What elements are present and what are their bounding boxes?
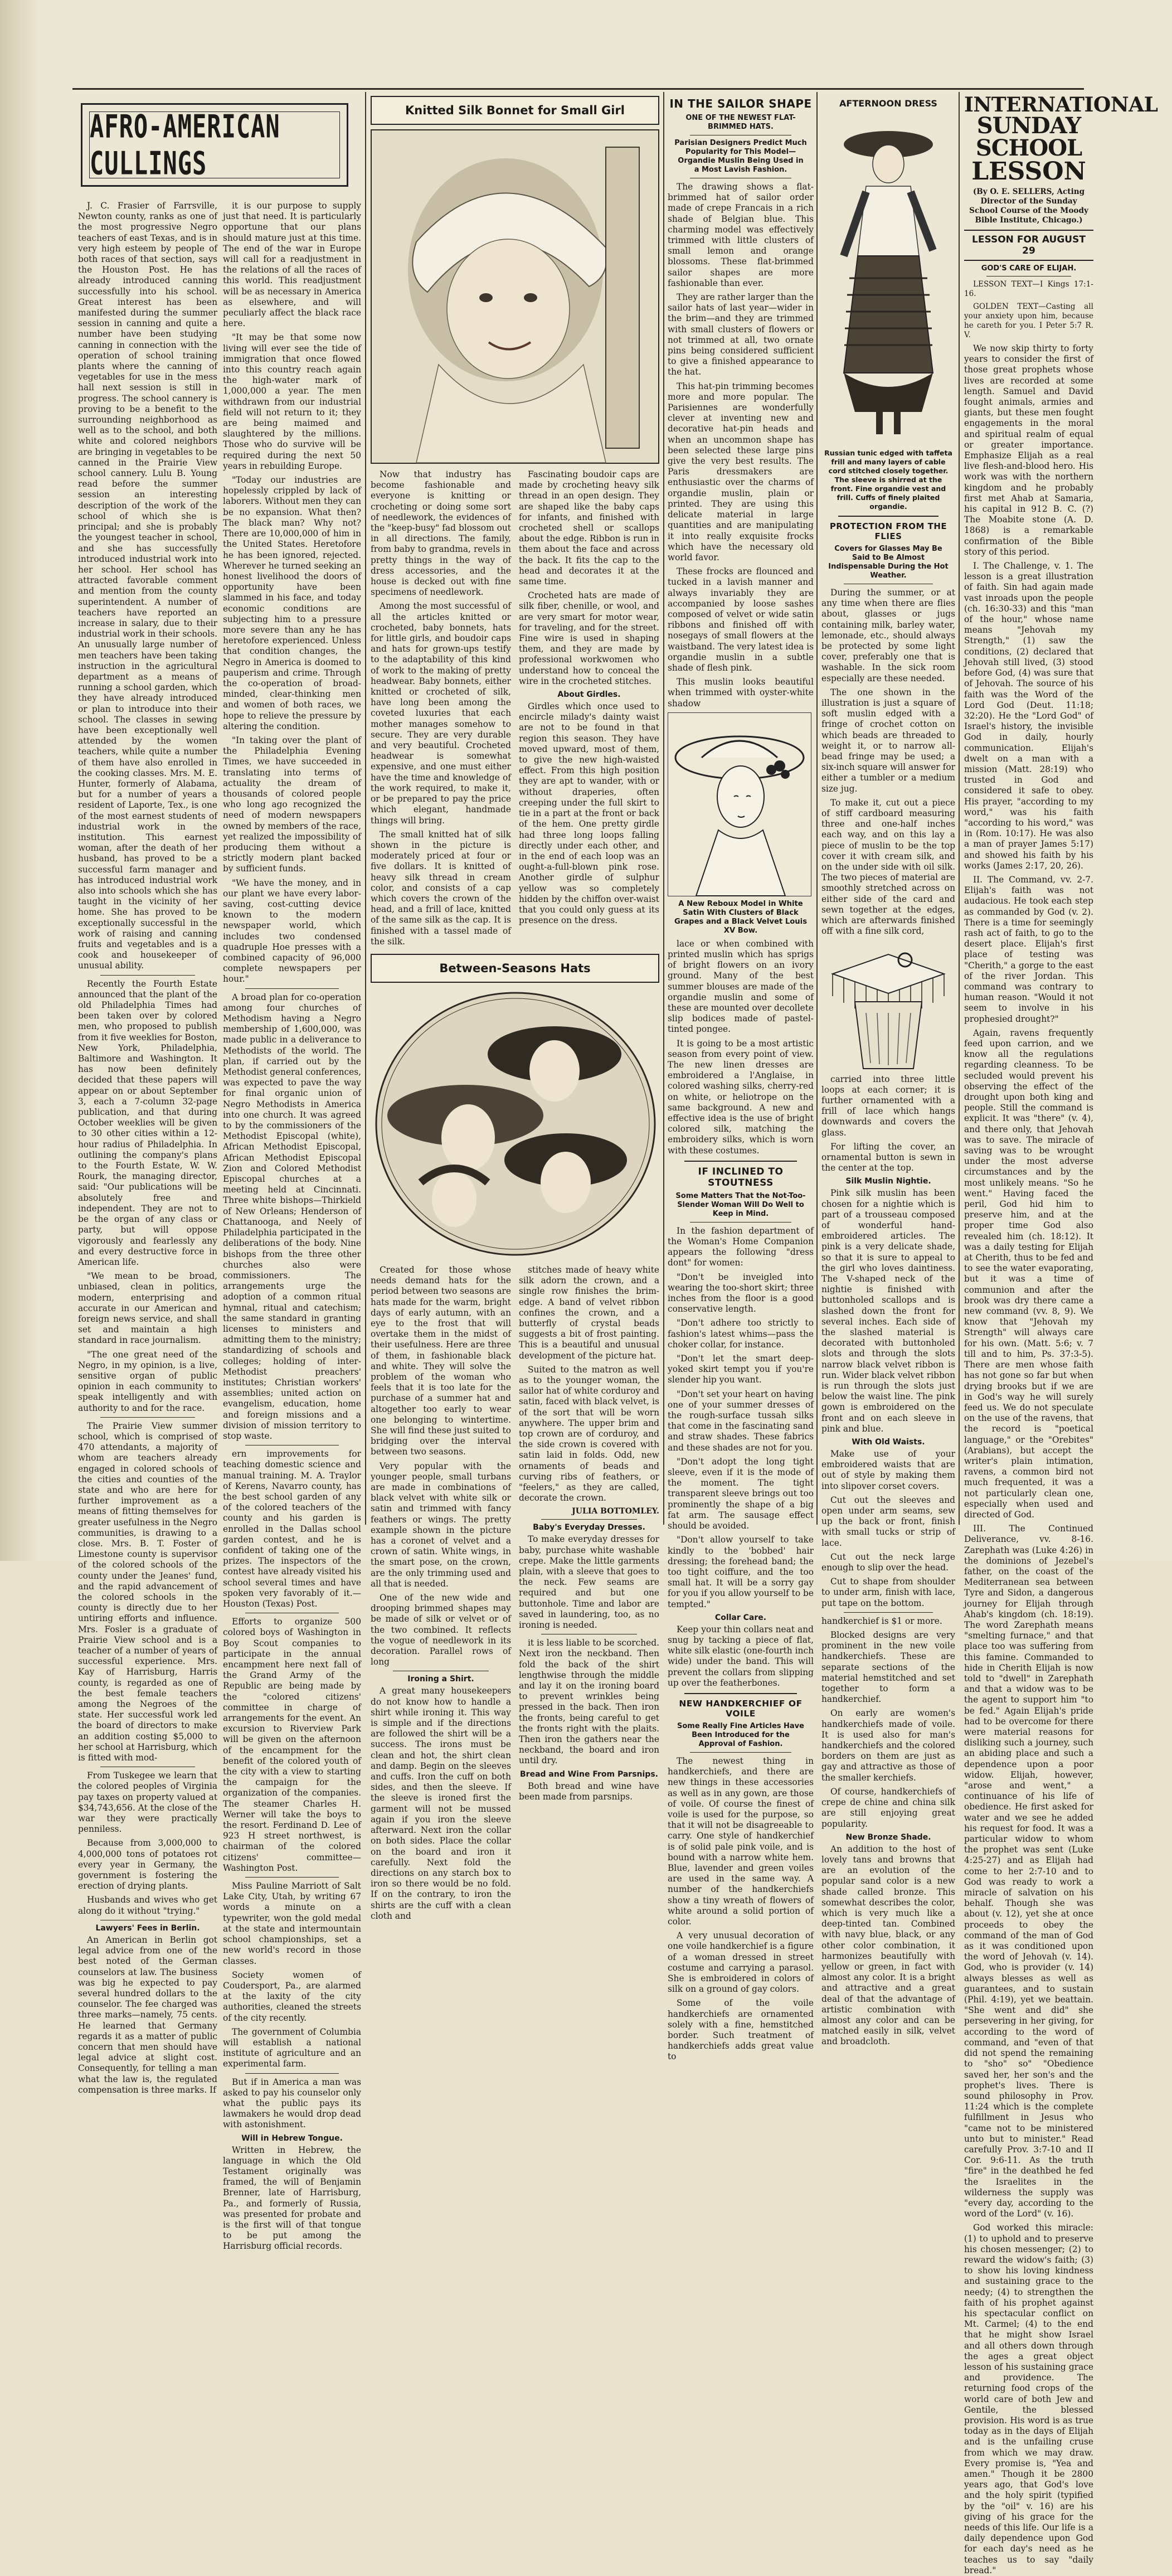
- divider: [844, 1612, 933, 1613]
- subhead-collar-care: Collar Care.: [714, 1613, 767, 1622]
- article-paragraph: it is less liable to be scorched. Next iron the neckband. Then fold the back of the shirt lengthwise through the middle and lay it on the ironing board to prevent wrinkles being pressed in the back. Then iron the fronts, being careful to get the fronts right with the plaits. Then iron the gathers near the neckband, the board and iron until dry.: [519, 1638, 659, 1766]
- article-paragraph: During the summer, or at any time when there are flies about, glasses or jugs containing milk, barley water, lemonade, etc., should always be protected by some light cover, preferably one that is washable. In the sick room especially are these needed.: [821, 588, 955, 683]
- divider: [684, 1693, 797, 1694]
- article-paragraph: The drawing shows a flat-brimmed hat of sailor order made of crepe Francais in a rich shade of Belgian blue. This charming model was effectively trimmed with little clusters of small lemon and orange blossoms. These flat-brimmed sailor shapes are more fashionable than ever.: [668, 182, 814, 288]
- column-4-fashion: [668, 95, 814, 2062]
- divider: [245, 1877, 339, 1878]
- article-paragraph: Both bread and wine have been made from parsnips.: [519, 1781, 659, 1802]
- sunday-school-masthead: [964, 93, 1158, 186]
- column-rule: [959, 92, 960, 1525]
- lesson-subject: GOD'S CARE OF ELIJAH.: [981, 264, 1077, 273]
- article-paragraph: God worked this miracle: (1) to uphold and to preserve his chosen messenger; (2) to reward the widow's faith; (3) to show his loving kindness and sustaining grace to the needy; (4) to strengthen the faith of his prophet against his spectacular conflict on Mt. Carmel; (4) to the end that he might show Israel and all others down through the ages a great object lesson of his sustaining grace and providence. The returning food crops of the world care of both Jew and Gentile, the blessed provision. His word is as true today as in the days of Elijah and is the unfailing cruse from which we may draw. Every promise is, "Yea and amen." Though it be 2800 years ago, that God's love and the holy spirit (typified by the "oil" v. 16) are his giving of his grace for the needs of this life. Our life is a daily dependence upon God for each day's need as he teaches us to say "daily bread.": [964, 2223, 1093, 2575]
- article-paragraph: Efforts to organize 500 colored boys of Washington in Boy Scout companies to participate in the annual encampment here next fall of the Grand Army of the Republic are being made by the "colored citizens' committee in charge of arrangements for the event. An excursion to Riverview Park will be given on the afternoon of the encampment for the benefit of the colored youth of the city with a view to starting the campaign for the organization of the companies. The steamer Charles H. Werner will take the boys to the resort. Ferdinand D. Lee of 923 H street northwest, is chairman of the colored citizens' committee—Washington Post.: [223, 1617, 361, 1873]
- article-paragraph: An addition to the host of lovely tans and browns that are an evolution of the popular sand color is a new shade called bronze. This somewhat describes the color, which is very much like a deep-tinted tan. Combined with navy blue, black, or any other color combination, it harmonizes beautifully with yellow or green, in fact with almost any color. It is a bright and attractive and a great deal of that the advantage of artistic combination with almost any color and can be matched easily in silk, velvet and broadcloth.: [821, 1844, 955, 2047]
- column-3-fashion: [371, 96, 659, 1921]
- top-rule: [72, 88, 1084, 90]
- section-title: AFRO-AMERICAN CULLINGS: [90, 108, 280, 182]
- stoutness-headline: IF INCLINED TO STOUTNESS: [698, 1166, 784, 1188]
- subhead-old-waists: With Old Waists.: [852, 1438, 925, 1447]
- lesson-date-header: LESSON FOR AUGUST 29: [964, 230, 1093, 261]
- article-paragraph: A great many housekeepers do not know how to handle a shirt while ironing it. This way is simple and if the directions are followed the shirt will be a success. The irons must be clean and hot, the shirt clean and damp. Begin on the sleeves and cuffs. Iron the cuff on both sides, and then the sleeve. If the sleeve is ironed first the garment will not be mussed again if you iron the sleeve afterward. Next iron the collar on both sides. Place the collar on the board and iron it carefully. Next fold the directions on any starch box to iron so there would be no fold. If on the contrary, to iron the shirts are the cuff with a clean cloth and: [371, 1686, 511, 1921]
- article-paragraph: I. The Challenge, v. 1. The lesson is a great illustration of faith. Sin had again made vast inroads upon the people (ch. 16:30-33) and this "man of the hour," whose name means "Jehovah my Strength," (1) saw the conditions, (2) declared that Jehovah still lived, (3) stood before God, (4) was sure that of Jehovah. The source of his faith was the Word of the Lord God (Deut. 11:18; 32:20). He the "Lord God" of Israel's history, the invisible God in daily, hourly communication. Elijah's dwelt on a man with a mission (Matt. 28:19) who trusted in God and considered it safe to obey. His prayer, "according to my word," was his faith "according to his word," was in (Rom. 10:17). He was also a man of prayer James 5:17) and showed his faith by his works (James 2:17, 20, 26).: [964, 561, 1093, 871]
- hats-medallion-illustration: [371, 987, 659, 1260]
- article-paragraph: Cut to shape from shoulder to under arm, finish with lace, put tape on the bottom.: [821, 1576, 955, 1608]
- article-paragraph: Blocked designs are very prominent in the new voile handkerchiefs. These are separate sections of the material hemstitched and set together to form a handkerchief.: [821, 1630, 955, 1705]
- article-paragraph: Again, ravens frequently feed upon carrion, and we know all the regulations regarding cleanness. To be secluded would prevent his observing the effect of the drought upon both king and people. Still the command is explicit. It was "there" (v. 4), and there only, that Jehovah was to save. The miracle of saving was to be wrought under the most adverse circumstances and by the most unlikely means. "So he went." Having faced the peril, God hid him to preserve him, and at the proper time God also revealed him (ch. 18:12). It was a daily testing for Elijah at Cherith, thus to be fed and to see the water evaporating, but it was a time of communion and after the brook was dry there came a new command (vv. 8, 9). We know that "Jehovah my Strength" will always care for his own. (Matt. 5:6; v. 7 till and to him, Ps. 37:3-5). There are men whose faith has not gone so far but when drying brooks but if we are in God's way he will surely feed us. We do not speculate on the use of the ravens, that the record is "poetical language," or the "Orebites" (Arabians), but accept the writer's plain intimation, ravens, a common bird not much frequented, it was a not particularly clean one, especially when used and directed of God.: [964, 1027, 1093, 1520]
- author-signature: JULIA BOTTOMLEY.: [572, 1507, 659, 1516]
- article-paragraph: Girdles which once used to encircle milady's dainty waist are not to be found in that region this season. They have moved upward, most of them, to give the new high-waisted effect. From this high position they are apt to wander, with or without draperies, often creeping under the full skirt to tie in a part at the front or back of the hem. One pretty girdle had three long loops falling directly under each other, and in the end of each loop was an ought-a-full-blown pink rose. Another girdle of sulphur yellow was so completely hidden by the chiffon over-waist that you could only guess at its presence on the dress.: [519, 701, 659, 926]
- article-paragraph: "Don't be inveigled into wearing the too-short skirt; three inches from the floor is a good conservative length.: [668, 1272, 814, 1314]
- article-paragraph: "Don't allow yourself to take kindly to the 'bobbed' hair dressing; the forehead band; the too tight coiffure, and the too small hat. It will be a sorry gay for you if you allow yourself to be tempted.": [668, 1535, 814, 1609]
- article-paragraph: Society women of Coudersport, Pa., are alarmed at the laxity of the city authorities, cleaned the streets of the city recently.: [223, 1969, 361, 2023]
- article-paragraph: For lifting the cover, an ornamental button is sewn in the center at the top.: [821, 1141, 955, 1173]
- article-paragraph: To make everyday dresses for baby, purchase white washable crepe. Make the little garments plain, with a sleeve that goes to the neck. Few seams are required and but one buttonhole. Time and labor are saved in laundering, too, as no ironing is needed.: [519, 1534, 659, 1631]
- masthead-line: INTERNATIONAL: [964, 93, 1158, 117]
- between-seasons-title: Between-Seasons Hats: [371, 954, 659, 983]
- article-paragraph: lace or when combined with printed muslin which has sprigs of bright flowers on an ivory ground. Many of the best summer blouses are made of the organdie muslin and some of these are mounted over decollete slip bodices made of pastel-tinted pongee.: [668, 938, 814, 1035]
- article-paragraph: To make it, cut out a piece of stiff cardboard measuring three and one-half inches each way, and on this lay a piece of muslin to be the top cover it with cream silk, and on the under side with oil silk. The two pieces of material are smoothly stretched across on either side of the card and sewn together at the edges, which are afterwards finished off with a fine silk cord,: [821, 797, 955, 937]
- byline: (By O. E. SELLERS, Acting Director of the Sunday School Course of the Moody Bible Institute, Chicago.): [969, 187, 1088, 225]
- article-paragraph: it is our purpose to supply just that need. It is particularly opportune that our plans should mature just at this time. The end of the war in Europe will call for a readjustment in the relations of all the races of this world. This readjustment will be as necessary in America as elsewhere, and will peculiarly affect the black race here.: [223, 201, 361, 329]
- column-rule: [816, 92, 818, 1525]
- article-paragraph: On early are women's handkerchiefs made of voile. It is used also for man's handkerchiefs and the colored borders on them are just as gay and attractive as those of the smaller kerchiefs.: [821, 1708, 955, 1783]
- article-paragraph: These frocks are flounced and tucked in a lavish manner and always invariably they are accompanied by loose sashes composed of velvet or wide satin ribbons and finished off with nosegays of small flowers at the waistband. The very latest idea is organdie muslin in a subtle shade of flesh pink.: [668, 566, 814, 673]
- subhead-new-bronze-shade: New Bronze Shade.: [845, 1832, 931, 1842]
- between-seasons-illustration: [371, 987, 659, 1260]
- subhead-bread-and-wine: Bread and Wine From Parsnips.: [520, 1769, 658, 1779]
- bonnet-girl-photo: [371, 129, 659, 464]
- article-paragraph: Very popular with the younger people, small turbans are made in combinations of black velvet with white silk or satin and trimmed with fancy feathers or wings. The pretty example shown in the picture has a coronet of velvet and a crown of satin. White wings, in the smart pose, on the crown, are the only trimming used and all that is needed.: [371, 1461, 511, 1589]
- glass-cover-illustration: [821, 940, 955, 1074]
- woman-in-dress-drawing: [821, 111, 955, 445]
- column-1: [78, 201, 217, 2095]
- lesson-text-ref: LESSON TEXT—I Kings 17:1-16.: [964, 280, 1093, 298]
- article-paragraph: J. C. Frasier of Farrsville, Newton county, ranks as one of the most progressive Negro teachers of east Texas, and is in very high esteem by people of both races of that section, says the Houston Post. He has already introduced canning successfully into his school. Great interest has been manifested during the summer session in canning and quite a number have been studying canning in connection with the operation of school training plants where the canning of vegetables for use in the mess hall next session is still in progress. The school cannery is proving to be a benefit to the surrounding neighborhood as well as to the school, and both white and colored neighbors are bringing in vegetables to be canned in the Prairie View school cannery. Lulu B. Young read before the summer session an interesting description of the work of the school of which she is principal; and she is probably the youngest teacher in school, and she has successfully introduced industrial work into her school. Her school has attracted favorable comment and mention from the county superintendent. A number of teachers have reported an increase in salary, due to their industrial work in their schools. An unusually large number of men teachers have been taking instruction in the agricultural department as a means of running a school garden, which they have already introduced or plan to introduce into their school. The classes in sewing have been exceptionally well attended by the women teachers, while quite a number of them have also enrolled in the cooking classes. Mrs. M. E. Hunter, formerly of Alabama, but for a number of years a resident of Laporte, Tex., is one of the most earnest students of industrial work in the institution. This earnest woman, after the death of her husband, has proved to be a successful farm manager and has introduced industrial work also into schools which she has taught in the vicinity of her home. She has proved to be exceptionally successful in the work of raising and canning fruits and vegetables and is a cook and housekeeper of unusual ability.: [78, 201, 217, 971]
- sailor-subhead: ONE OF THE NEWEST FLAT-BRIMMED HATS.: [685, 114, 796, 131]
- article-paragraph: Recently the Fourth Estate announced that the plant of the old Philadelphia Times had been taken over by colored men, who proposed to publish from it five weeklies for Boston, New York, Philadelphia, Baltimore and Washington. It has now been definitely decided that these papers will appear on or about September 3, each a 7-column 32-page publication, and that during October weeklies will be given to 30 other cities within a 12-hour radius of Philadelphia. In outlining the company's plans to the Fourth Estate, W. W. Rourk, the managing director, said: "Our publications will be absolutely free and independent. They are not to be the organ of any class or party, but will oppose vigorously and fearlessly any and every destructive force in American life.: [78, 978, 217, 1267]
- article-paragraph: The one shown in the illustration is just a square of soft muslin edged with a fringe of crochet cotton on which beads are threaded to weight it, or to narrow all-bead fringe may be used; a six-inch square will answer for either a tumbler or a medium size jug.: [821, 687, 955, 794]
- article-paragraph: In the fashion department of the Woman's Home Companion appears the following "dress dont" for women:: [668, 1225, 814, 1268]
- article-paragraph: carried into three little loops at each corner; it is further ornamented with a frill of lace which hangs downwards and covers the glass.: [821, 1074, 955, 1138]
- article-paragraph: Cut out the neck large enough to slip over the head.: [821, 1551, 955, 1573]
- article-paragraph: Husbands and wives who get along do it without "trying.": [78, 1895, 217, 1916]
- article-paragraph: "Don't adhere too strictly to fashion's latest whims—pass the choker collar, for instance.: [668, 1318, 814, 1350]
- woman-in-hat-drawing: [668, 713, 811, 896]
- article-paragraph: Now that industry has become fashionable and everyone is knitting or crocheting or doing some sort of needlework, the evidences of the "keep-busy" fad blossom out in all directions. The family, from baby to grandma, revels in pretty things in the way of dress accessories, and the house is decked out with fine specimens of needlework.: [371, 469, 511, 598]
- article-paragraph: A very unusual decoration of one voile handkerchief is a figure of a woman dressed in street costume and carrying a parasol. She is embroidered in colors of silk on a ground of gay colors.: [668, 1930, 814, 1995]
- article-paragraph: It is going to be a most artistic season from every point of view. The new linen dresses are embroidered a l'Anglaise, in colored washing silks, cherry-red on white, or heliotrope on the same background. A new and effective idea is the use of bright colored silk, matching the embroidery silks, which is worn with these costumes.: [668, 1038, 814, 1156]
- handkerchief-subhead: Some Really Fine Articles Have Been Introduced for the Approval of Fashion.: [677, 1721, 804, 1748]
- article-paragraph: Written in Hebrew, the language in which the Old Testament originally was framed, the will of Benjamin Brenner, late of Harrisburg, Pa., and formerly of Russia, was presented for probate and is the first will of that tongue to be put among the Harrisburg official records.: [223, 2145, 361, 2252]
- sailor-deck: Parisian Designers Predict Much Popularity for This Model—Organdie Muslin Being Used in a Most Lavish Fashion.: [674, 139, 807, 174]
- afternoon-dress-illustration: [821, 111, 955, 445]
- article-paragraph: This muslin looks beautiful when trimmed with oyster-white shadow: [668, 677, 814, 709]
- afternoon-dress-caption: Russian tunic edged with taffeta frill and many layers of cable cord stitched closely together. The sleeve is shirred at the front. Fine organdie vest and frill. Cuffs of finely plaited organdie.: [824, 449, 952, 511]
- article-paragraph: Fascinating boudoir caps are made by crocheting heavy silk thread in an open design. They are shaped like the baby caps for infants, and finished with crocheted shell or scallops about the edge. Ribbon is run in them about the face and across the back. It fits the cap to the head and decorates it at the same time.: [519, 469, 659, 587]
- divider: [100, 1417, 195, 1418]
- article-paragraph: Some of the voile handkerchiefs are ornamented solely with a fine, hemstitched border. Such treatment of handkerchiefs adds great value to: [668, 1998, 814, 2062]
- article-paragraph: "We mean to be broad, unbiased, clean in politics, modern, enterprising and accurate in our American and foreign news service, and shall set and maintain a high standard in race journalism.: [78, 1271, 217, 1346]
- article-paragraph: Keep your thin collars neat and snug by tacking a piece of flat, white silk elastic (one-fourth inch wide) under the band. This will prevent the collars from slipping up over the featherbones.: [668, 1624, 814, 1688]
- article-paragraph: Crocheted hats are made of silk fiber, chenille, or wool, and are very smart for motor wear, for traveling, and for the street. Fine wire is used in shaping them, and they are made by professional workwomen who understand how to conceal the wire in the crocheted stitches.: [519, 590, 659, 686]
- article-paragraph: "We have the money, and in our plant we have every labor-saving, cost-cutting device known to the modern newspaper world, which includes two condensed quadruple Hoe presses with a combined capacity of 96,000 complete newspapers per hour.": [223, 877, 361, 984]
- article-paragraph: "In taking over the plant of the Philadelphia Evening Times, we have succeeded in translating into terms of actuality the dream of thousands of colored people who long ago recognized the need of modern newspapers owned by members of the race, yet realized the impossibility of producing them without a strictly modern plant backed by sufficient funds.: [223, 735, 361, 874]
- article-paragraph: The newest thing in handkerchiefs, and there are new things in these accessories as well as in any gown, are those of voile. Of course the finest of voile is used for the purpose, so that it will not be disagreeable to carry. One style of handkerchief is of solid pale pink voile, and is bound with a narrow white hem. Blue, lavender and green voiles are used in the same way. A number of the handkerchiefs show a tiny wreath of flowers of white around a solid portion of color.: [668, 1755, 814, 1927]
- column-rule: [663, 92, 664, 1525]
- divider: [684, 1161, 797, 1162]
- subhead-baby-dresses: Baby's Everyday Dresses.: [533, 1523, 645, 1532]
- column-rule: [365, 92, 366, 1525]
- article-paragraph: III. The Continued Deliverance, vv. 8-16. Zarephath was (Luke 4:26) in the dominions of Jezebel's father, on the coast of the Mediterranean sea between Tyre and Sidon, a dangerous journey for Elijah through Ahab's kingdom (ch. 18:19). The word Zarephath means "smelting furnace," and that place too was suffering from this famine. Commanded to hide in Cherith Elijah is now told to "dwell" in Zarephath and that a widow was to be the agent to support him "to be fed." Again Elijah's pride had to be overcome for there were material reasons for disliking such a journey, such an abiding place and such a dependence upon a poor widow. Elijah, however, "arose and went," a continuance of his life of obedience. He first asked for water and we see he added his request for food. It was a particular widow to whom the prophet was sent (Luke 4:25-27) and as Elijah had come to her 2:7-10 and to God was ready to work a miracle of salvation on his behalf. Though she was about (v. 12), yet she at once proceeds to obey the command of the man of God as it was conditioned upon the word of Jehovah (v. 14). God, who is provider (v. 14) always blesses as well as guarantees, and to sustain (Phil. 4:19), yet we beattain. "She went and did" she persevering in her giving, for according to the word of command, and "even of that did not spend the remaining to "sho" so" "Obedience saved her, her son's and the prophet's lives. There is sound philosophy in Prov. 11:24 which is the complete fulfillment in Jesus who "came not to be ministered unto but to minister." Read carefully Prov. 3:7-10 and II Cor. 9:6-11. As the truth "fire" in the deathbed he fed the Israelites in the wilderness the supply was "every day, according to the word of the Lord" (v. 16).: [964, 1524, 1093, 2219]
- flies-subhead: Covers for Glasses May Be Said to Be Almost Indispensable During the Hot Weather.: [828, 545, 949, 580]
- article-paragraph: Suited to the matron as well as to the younger woman, the sailor hat of white corduroy and satin, faced with black velvet, is of the sort that will be worn anywhere. The upper brim and top crown are of corduroy, and the side crown is covered with satin laid in folds. Odd, new ornaments of beads and curving ribs of feathers, or "feelers," as they are called, decorate the crown.: [519, 1364, 659, 1503]
- divider: [541, 1519, 637, 1520]
- subhead-silk-muslin-nightie: Silk Muslin Nightie.: [845, 1177, 931, 1186]
- article-paragraph: We now skip thirty to forty years to consider the first of those great prophets whose lives are recorded at some length. Samuel and David fought animals, armies and giants, but these men fought engagements in the moral and spiritual realm of equal or greater importance. Emphasize Elijah as a real live flesh-and-blood hero. His work was with the northern kingdom and he probably first met Ahab at Samaria, his capital in 912 B. C. (?) The Moabite stone (A. D. 1868) is a remarkable confirmation of the Bible story of this period.: [964, 343, 1093, 557]
- subhead-ironing-a-shirt: Ironing a Shirt.: [407, 1675, 474, 1684]
- article-paragraph: Miss Pauline Marriott of Salt Lake City, Utah, by writing 67 words a minute on a typewriter, won the gold medal at the state and intermountain school championships, set a new world's record in those classes.: [223, 1881, 361, 1966]
- page-edge-shadow: [0, 0, 39, 1561]
- reboux-hat-illustration: [668, 712, 811, 896]
- subhead-will-in-hebrew: Will in Hebrew Tongue.: [241, 2133, 343, 2143]
- article-paragraph: From Tuskegee we learn that the colored peoples of Virginia pay taxes on property valued at $34,743,656. At the close of the war they were practically penniless.: [78, 1770, 217, 1835]
- article-paragraph: This hat-pin trimming becomes more and more popular. The Parisiennes are wonderfully clever at inventing new and decorative hat-pin heads and when an uncommon shape has been selected these large pins give the very best results. The Paris dressmakers are enthusiastic over the charms of organdie muslin, plain or printed. They are using this delicate material in large quantities and are manipulating it into really exquisite frocks which have the necessary old world favor.: [668, 381, 814, 562]
- article-paragraph: "Don't let the smart deep-yoked skirt tempt you if you're slender hip you want.: [668, 1354, 814, 1385]
- portrait-illustration: [372, 130, 658, 463]
- golden-text: GOLDEN TEXT—Casting all your anxiety upon him, because he careth for you. I Peter 5:7 R. V.: [964, 302, 1093, 339]
- article-paragraph: An American in Berlin got legal advice from one of the best noted of the German counselors at law. The business was big he expected to pay several hundred dollars to the counselor. The fee charged was three marks—namely, 75 cents. He learned that Germany regards it as a matter of public concern that men should have legal advice at slight cost. Consequently, for telling a man what the law is, the regulated compensation is three marks. If: [78, 1934, 217, 2095]
- column-2: [223, 201, 361, 2252]
- article-paragraph: "It may be that some now living will ever see the tide of immigration that once flowed into this country reach again the high-water mark of 1,000,000 a year. The men withdrawn from our industrial field will not return to it; they are being maimed and slaughtered by the millions. Those who do survive will be required during the next 50 years in rebuilding Europe.: [223, 332, 361, 471]
- article-paragraph: A broad plan for co-operation among four churches of Methodism having a Negro membership of 1,600,000, was made public in a deliverance to Methodists of the world. The plan, if carried out by the Methodist general conferences, was expected to pave the way for final organic union of Negro Methodists in America into one church. It was agreed to by the commissioners of the Methodist Episcopal (white), African Methodist Episcopal, African Methodist Episcopal Zion and Colored Methodist Episcopal churches at a meeting held at Cincinnati. Three white bishops—Thirkield of New Orleans; Henderson of Chattanooga, and Neely of Philadelphia participated in the deliberations of the body. Nine bishops from the three other churches also were commissioners. The arrangements urge the adoption of a common ritual hymnal, ritual and catechism; the same standard in granting licenses to ministers and admitting them to the ministry; standardizing of schools and colleges; holding of inter-Methodist preachers' institutes; Christian workers' assemblies; united action on evangelism, education, home and foreign missions and a division of mission territory to stop waste.: [223, 992, 361, 1441]
- article-paragraph: Pink silk muslin has been chosen for a nightie which is part of a trousseau composed of wonderful hand-embroidered articles. The pink is a very delicate shade, so that it is sure to appeal to the girl who loves daintiness. The V-shaped neck of the nightie is finished with buttonholed scallops and is slashed down the front for several inches. Each side of the slashed material is decorated with buttonholed slots and through the slots narrow black velvet ribbon is run. Wider black velvet ribbon is run through the slots just below the waist line. The pink gown is embroidered on the front and on each sleeve in pink and blue.: [821, 1188, 955, 1434]
- article-paragraph: "Don't adopt the long tight sleeve, even if it is the mode of the moment. The tight transparent sleeve brings out too prominently the shape of a big fat arm. The sausage effect should be avoided.: [668, 1456, 814, 1531]
- article-paragraph: Because from 3,000,000 to 4,000,000 tons of potatoes rot every year in Germany, the government is fostering the erection of drying plants.: [78, 1838, 217, 1891]
- column-5-fashion: [821, 95, 955, 2047]
- article-paragraph: They are rather larger than the sailor hats of last year—wider in the brim—and they are trimmed with small clusters of flowers or not trimmed at all, two ornate pins being considered sufficient to give a finished appearance to the hat.: [668, 292, 814, 377]
- subhead-about-girdles: About Girdles.: [557, 690, 621, 700]
- article-paragraph: "Don't set your heart on having one of your summer dresses of the rough-surface tussah silks that come in the fascinating sand and straw shades. These fabrics and these shades are not for you.: [668, 1389, 814, 1453]
- column-6-sunday-school: [964, 93, 1158, 2575]
- subhead-lawyers-fees: Lawyers' Fees in Berlin.: [95, 1923, 200, 1933]
- article-paragraph: One of the new wide and drooping brimmed shapes may be made of silk or velvet or of the two combined. It reflects the vogue of needlework in its decoration. Parallel rows of long: [371, 1593, 511, 1667]
- article-paragraph: stitches made of heavy white silk adorn the crown, and a single row finishes the brim-edge. A band of velvet ribbon confines the crown, and a butterfly of crystal beads suggests a bit of frost painting. This is a beautiful and unusual development of the picture hat.: [519, 1264, 659, 1361]
- article-paragraph: handkerchief is $1 or more.: [821, 1616, 942, 1626]
- bonnet-article-title: Knitted Silk Bonnet for Small Girl: [371, 96, 659, 125]
- article-paragraph: Created for those whose needs demand hats for the period between two seasons are hats made for the warm, bright days of early autumn, with an eye to the frost that will overtake them in the midst of their usefulness. Here are three of them, in fashionable black and white. They will solve the problem of the woman who feels that it is too late for the purchase of a summer hat and altogether too early to wear one belonging to wintertime. She will find these just suited to bridging over the interval between two seasons.: [371, 1264, 511, 1457]
- afternoon-dress-title: AFTERNOON DRESS: [839, 98, 937, 109]
- divider: [838, 516, 938, 517]
- stoutness-subhead: Some Matters That the Not-Too-Slender Woman Will Do Well to Keep in Mind.: [675, 1191, 806, 1218]
- glass-cover-drawing: [821, 940, 955, 1074]
- article-paragraph: "The one great need of the Negro, in my opinion, is a live, sensitive organ of public opinion in each community to speak intelligently and with authority to and for the race.: [78, 1349, 217, 1413]
- article-paragraph: Make use of your embroidered waists that are out of style by making them into slipover corset covers.: [821, 1449, 955, 1491]
- divider: [245, 988, 339, 989]
- article-paragraph: Among the most successful of all the articles knitted or crocheted, baby bonnets, hats for little girls, and boudoir caps and hats for grown-ups testify to the adaptability of this kind of work to the making of pretty headwear. Baby bonnets, either knitted or crocheted of silk, have long been among the coveted luxuries that each mother manages somehow to secure. They are very durable and very beautiful. Crocheted headwear is somewhat expensive, and one must either have the time and knowledge of the work required, to make it, or be prepared to pay the price which elegant, handmade things will bring.: [371, 601, 511, 826]
- article-paragraph: ern improvements for teaching domestic science and manual training. M. A. Traylor of Kerens, Navarro county, has the best school garden of any of the colored teachers of the county and his garden is enrolled in the Dallas school garden contest, and he is confident of taking one of the prizes. The inspectors of the contest have already visited his school several times and have spoken very favorably of it.—Houston (Texas) Post.: [223, 1449, 361, 1609]
- divider: [690, 1752, 791, 1753]
- flies-headline: PROTECTION FROM THE FLIES: [829, 521, 947, 541]
- article-paragraph: The small knitted hat of silk shown in the picture is moderately priced at four or five dollars. It is knitted of heavy silk thread in cream color, and consists of a cap which covers the crown of the head, and a frill of lace, knitted of the same silk as the cap. It is finished with a tassel made of the silk.: [371, 829, 511, 947]
- article-paragraph: II. The Command, vv. 2-7. Elijah's faith was not audacious. He took each step as commanded by God (v. 2). There is a time for seemingly rash act of faith, to go to the desert place. Elijah's first place of testing was "Cherith," a gorge to the east of the river Jordan. This command was contrary to human reason. "Would it not seem to involve in his prophesied drought?": [964, 874, 1093, 1024]
- divider: [100, 975, 195, 976]
- article-paragraph: "Today our industries are hopelessly crippled by lack of laborers. Without men they can be no expansion. What then? The black man? Why not? There are 10,000,000 of him in the United States. Heretofore he has been ignored, rejected. Wherever he turned seeking an honest livelihood the doors of opportunity have been slammed in his face, and today economic conditions are subjecting him to a pressure more severe than any he has heretofore experienced. Unless that condition changes, the Negro in America is doomed to pauperism and crime. Through the co-operation of broad-minded, clear-thinking men and women of both races, we hope to relieve the pressure by altering the condition.: [223, 475, 361, 731]
- article-paragraph: But if in America a man was asked to pay his counselor only what the public pays its lawmakers he would drop dead with astonishment.: [223, 2077, 361, 2130]
- afro-american-cullings-header: [81, 103, 348, 187]
- reboux-caption: A New Reboux Model in White Satin With Clusters of Black Grapes and a Black Velvet Louis XV Bow.: [674, 899, 808, 935]
- article-paragraph: The government of Columbia will establish a national institute of agriculture and an experimental farm.: [223, 2026, 361, 2069]
- masthead-line: LESSON: [971, 157, 1086, 186]
- article-paragraph: The Prairie View summer school, which is comprised of 470 attendants, a majority of whom are teachers already engaged in colored schools of the cities and counties of the state and who are here for further improvement as a means of fitting themselves for greater usefulness in the Negro communities, is drawing to a close. Mrs. B. T. Foster of Limestone county is supervisor of the colored schools of the county under the Jeanes' fund, and the rapid advancement of the colored schools in the county is directly due to her untiring efforts and influence. Mrs. Fosler is a graduate of Prairie View school and is a teacher of a number of years of successful experience. Mrs. Kay of Harrisburg, Harris county, is regarded as one of the best female teachers among the Negroes of the state. Her successful work led the board of directors to make an addition costing $5,000 to her school at Harrisburg, which is fitted with mod-: [78, 1420, 217, 1763]
- sailor-shape-headline: IN THE SAILOR SHAPE: [669, 97, 812, 110]
- masthead-line: SUNDAY SCHOOL: [975, 113, 1082, 161]
- divider: [245, 2073, 339, 2074]
- handkerchief-headline: NEW HANDKERCHIEF OF VOILE: [679, 1698, 803, 1719]
- article-paragraph: Cut out the sleeves and open under arm seams, sew up the back or front, finish with small tucks or strip of lace.: [821, 1495, 955, 1548]
- article-paragraph: Of course, handkerchiefs of crepe de chine and china silk are still enjoying great popularity.: [821, 1786, 955, 1829]
